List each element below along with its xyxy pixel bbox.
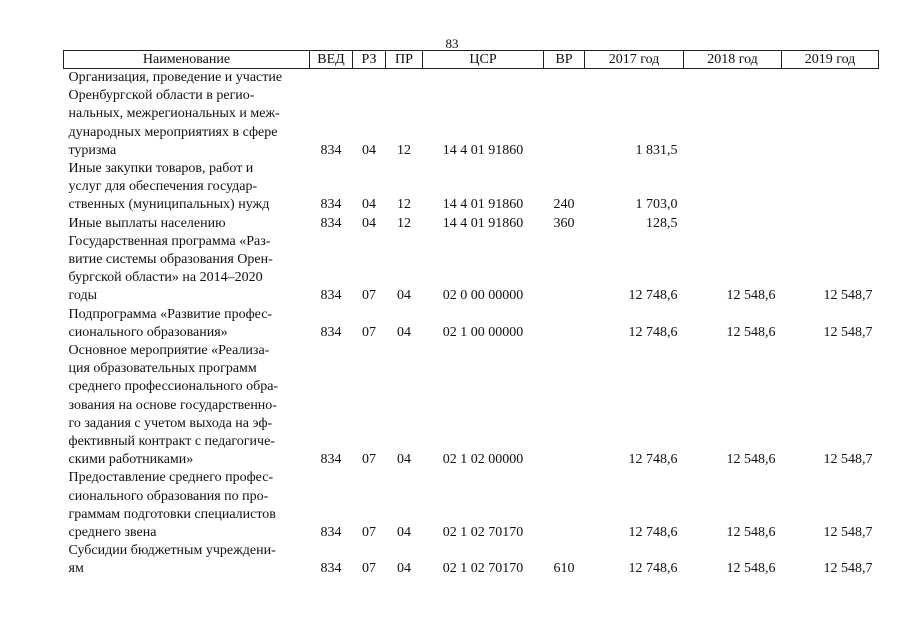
cell-vr: 360: [553, 215, 575, 231]
header-2018: 2018 год: [684, 51, 782, 69]
name-line: зования на основе государственно-: [68, 397, 277, 413]
cell-rz: 07: [362, 561, 376, 577]
cell-ved: 834: [320, 288, 342, 304]
cell-csr: 02 1 02 70170: [442, 525, 524, 541]
cell-name: [64, 342, 310, 469]
cell-rz: 07: [362, 288, 376, 304]
header-rz: РЗ: [353, 51, 386, 69]
cell-pr: 12: [397, 197, 411, 213]
header-pr: ПР: [386, 51, 423, 69]
cell-ved: 834: [320, 324, 342, 340]
cell-vr: 610: [553, 561, 575, 577]
cell-name: [64, 542, 310, 578]
cell-pr: 04: [397, 525, 411, 541]
cell-2018: [684, 160, 782, 215]
name-line: го задания с учетом выхода на эф-: [68, 415, 273, 431]
table-row: [64, 342, 879, 469]
cell-vr: [544, 233, 585, 306]
cell-csr: 02 1 00 00000: [442, 324, 524, 340]
cell-rz: 07: [362, 324, 376, 340]
cell-rz: 04: [362, 215, 376, 231]
cell-rz: 04: [362, 197, 376, 213]
name-line: Субсидии бюджетным учреждени-: [68, 543, 276, 559]
name-line: среднего профессионального обра-: [68, 379, 279, 395]
cell-pr: 04: [397, 561, 411, 577]
cell-2018: 12 548,6: [726, 324, 776, 340]
cell-csr: 02 0 00 00000: [442, 288, 524, 304]
name-line: услуг для обеспечения государ-: [68, 179, 258, 195]
name-line: ям: [68, 561, 84, 577]
cell-vr: [544, 306, 585, 342]
name-line: ция образовательных программ: [68, 361, 257, 377]
cell-ved: 834: [320, 452, 342, 468]
name-line: нальных, межрегиональных и меж-: [68, 106, 280, 122]
cell-2018: 12 548,6: [726, 525, 776, 541]
cell-name: [64, 469, 310, 542]
name-line: Оренбургской области в регио-: [68, 88, 255, 104]
cell-2017: 1 831,5: [635, 142, 678, 158]
header-csr: ЦСР: [423, 51, 544, 69]
cell-rz: 07: [362, 452, 376, 468]
cell-pr: 12: [397, 215, 411, 231]
cell-ved: 834: [320, 197, 342, 213]
cell-pr: 04: [397, 324, 411, 340]
name-line: годы: [68, 288, 98, 304]
cell-pr: 04: [397, 452, 411, 468]
name-line: бургской области» на 2014–2020: [68, 270, 263, 286]
name-line: Предоставление среднего профес-: [68, 470, 274, 486]
name-line: сионального образования по про-: [68, 488, 269, 504]
name-line: Основное мероприятие «Реализа-: [68, 343, 270, 359]
cell-2019: 12 548,7: [823, 288, 873, 304]
cell-2019: 12 548,7: [823, 324, 873, 340]
cell-2018: 12 548,6: [726, 561, 776, 577]
table-row: [64, 160, 879, 215]
cell-vr: 240: [553, 197, 575, 213]
cell-2017: 12 748,6: [628, 324, 678, 340]
header-name: Наименование: [64, 51, 310, 69]
name-line: скими работниками»: [68, 452, 194, 468]
cell-2019: [782, 215, 879, 233]
cell-ved: 834: [320, 525, 342, 541]
cell-2018: 12 548,6: [726, 288, 776, 304]
cell-ved: 834: [320, 561, 342, 577]
cell-name: [64, 306, 310, 342]
table-body: [64, 69, 879, 579]
cell-2017: 12 748,6: [628, 452, 678, 468]
cell-vr: [544, 69, 585, 161]
cell-csr: 02 1 02 00000: [442, 452, 524, 468]
cell-2019: [782, 69, 879, 161]
name-line: витие системы образования Орен-: [68, 252, 273, 268]
name-line: ственных (муниципальных) нужд: [68, 197, 270, 213]
cell-csr: 14 4 01 91860: [442, 142, 524, 158]
table-row: [64, 306, 879, 342]
name-line: Иные закупки товаров, работ и: [68, 161, 254, 177]
cell-vr: [544, 469, 585, 542]
header-vr: ВР: [544, 51, 585, 69]
name-line: Государственная программа «Раз-: [68, 233, 271, 249]
cell-2017: 12 748,6: [628, 525, 678, 541]
name-line: сионального образования»: [68, 324, 228, 340]
cell-2019: 12 548,7: [823, 525, 873, 541]
cell-2018: [684, 69, 782, 161]
name-line: дународных мероприятиях в сфере: [68, 124, 278, 140]
cell-name: [64, 215, 310, 233]
cell-ved: 834: [320, 215, 342, 231]
cell-csr: 02 1 02 70170: [442, 561, 524, 577]
table-row: [64, 233, 879, 306]
cell-2018: 12 548,6: [726, 452, 776, 468]
cell-2019: 12 548,7: [823, 452, 873, 468]
name-line: граммам подготовки специалистов: [68, 506, 276, 522]
table-row: [64, 215, 879, 233]
cell-vr: [544, 342, 585, 469]
budget-table: [63, 50, 879, 579]
name-line: фективный контракт с педагогиче-: [68, 434, 275, 450]
cell-pr: 12: [397, 142, 411, 158]
cell-2017: 12 748,6: [628, 561, 678, 577]
cell-name: [64, 160, 310, 215]
cell-2019: [782, 160, 879, 215]
cell-csr: 14 4 01 91860: [442, 197, 524, 213]
header-2017: 2017 год: [585, 51, 684, 69]
cell-2017: 128,5: [646, 215, 678, 231]
cell-2019: 12 548,7: [823, 561, 873, 577]
table-row: [64, 469, 879, 542]
table-row: [64, 542, 879, 578]
cell-ved: 834: [320, 142, 342, 158]
name-line: туризма: [68, 142, 117, 158]
page-number: 83: [445, 36, 459, 51]
cell-2017: 1 703,0: [635, 197, 678, 213]
table-row: [64, 69, 879, 161]
cell-2018: [684, 215, 782, 233]
cell-name: [64, 233, 310, 306]
header-ved: ВЕД: [310, 51, 353, 69]
name-line: среднего звена: [68, 525, 157, 541]
name-line: Организация, проведение и участие: [68, 70, 283, 85]
cell-2017: 12 748,6: [628, 288, 678, 304]
name-line: Иные выплаты населению: [68, 215, 226, 231]
cell-rz: 04: [362, 142, 376, 158]
cell-csr: 14 4 01 91860: [442, 215, 524, 231]
table-header-row: [64, 51, 879, 69]
cell-name: [64, 69, 310, 161]
name-line: Подпрограмма «Развитие профес-: [68, 306, 273, 322]
header-2019: 2019 год: [782, 51, 879, 69]
cell-rz: 07: [362, 525, 376, 541]
cell-pr: 04: [397, 288, 411, 304]
